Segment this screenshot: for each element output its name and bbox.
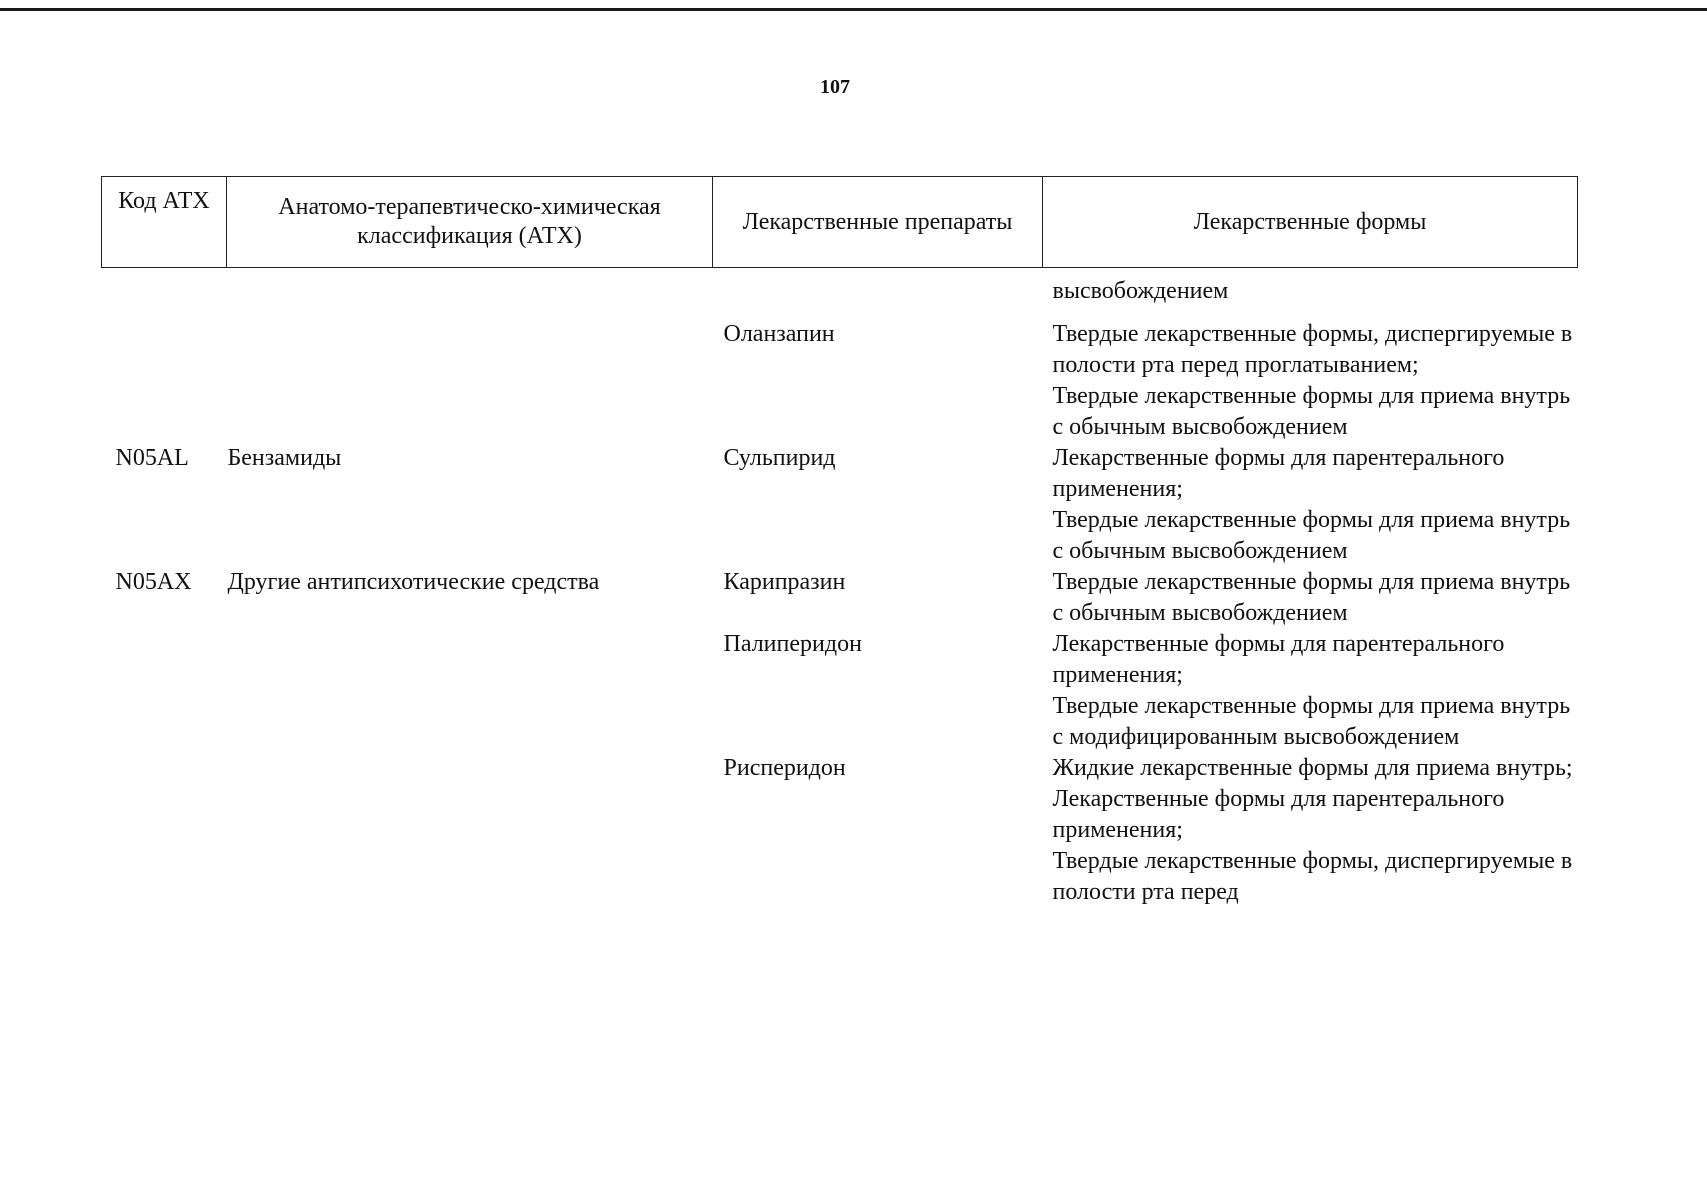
atx-classification-cell: Другие антипсихотические средства (227, 569, 600, 595)
dosage-form-entry: Твердые лекарственные формы для приема внутрь с обычным высвобождением (1052, 569, 1571, 626)
table-body (102, 268, 1578, 909)
table-row (102, 443, 1578, 567)
atx-code-cell (102, 753, 227, 908)
dosage-forms-cell (1043, 319, 1578, 443)
atx-code-cell: N05AX (115, 569, 192, 595)
dosage-form-entry: Твердые лекарственные формы для приема внутрь с модифицированным высвобождением (1052, 693, 1571, 750)
dosage-forms-cell (1043, 268, 1578, 320)
dosage-form-entry: Жидкие лекарственные формы для приема внутрь; (1052, 755, 1573, 781)
drug-name-cell: Карипразин (723, 569, 846, 595)
dosage-form-entry: Лекарственные формы для парентерального применения; (1052, 445, 1505, 502)
dosage-form-entry: Твердые лекарственные формы для приема внутрь с обычным высвобождением (1052, 507, 1571, 564)
header-dosage-forms: Лекарственные формы (1043, 177, 1578, 268)
dosage-forms-cell (1043, 567, 1578, 629)
drug-name-cell: Палиперидон (723, 631, 862, 657)
drug-name-cell: Рисперидон (723, 755, 846, 781)
atx-classification-cell (227, 629, 713, 753)
atx-code-cell (102, 268, 227, 320)
table-header (102, 177, 1578, 268)
table-row (102, 753, 1578, 908)
header-atx-classification: Анатомо-терапевтическо-химическая классификация (АТХ) (227, 177, 713, 268)
dosage-form-entry: Твердые лекарственные формы для приема внутрь с обычным высвобождением (1052, 383, 1571, 440)
header-row (102, 177, 1578, 268)
table-row (102, 629, 1578, 753)
dosage-form-entry: высвобождением (1052, 278, 1229, 304)
drug-name-cell: Сульпирид (723, 445, 836, 471)
atx-code-cell: N05AL (115, 445, 189, 471)
table-row (102, 567, 1578, 629)
header-drugs: Лекарственные препараты (713, 177, 1043, 268)
header-atx-code: Код АТХ (102, 177, 227, 268)
atx-classification-cell: Бензамиды (227, 445, 342, 471)
dosage-forms-cell (1043, 629, 1578, 753)
dosage-form-entry: Лекарственные формы для парентерального применения; (1052, 631, 1505, 688)
dosage-forms-cell (1043, 443, 1578, 567)
table-row (102, 268, 1578, 320)
dosage-form-entry: Твердые лекарственные формы, диспергируемые в полости рта перед (1052, 848, 1573, 905)
dosage-form-entry: Лекарственные формы для парентерального применения; (1052, 786, 1505, 843)
scan-border-line (0, 8, 1707, 11)
drug-name-cell: Оланзапин (723, 321, 835, 347)
page-number: 107 (820, 76, 850, 98)
dosage-form-entry: Твердые лекарственные формы, диспергируемые в полости рта перед проглатыванием; (1052, 321, 1573, 378)
atx-code-cell (102, 319, 227, 443)
drug-name-cell (713, 268, 1043, 320)
atx-classification-cell (227, 319, 713, 443)
atx-classification-cell (227, 268, 713, 320)
dosage-forms-cell (1043, 753, 1578, 908)
atx-code-cell (102, 629, 227, 753)
atx-table (101, 176, 1578, 908)
table-row (102, 319, 1578, 443)
atx-classification-cell (227, 753, 713, 908)
